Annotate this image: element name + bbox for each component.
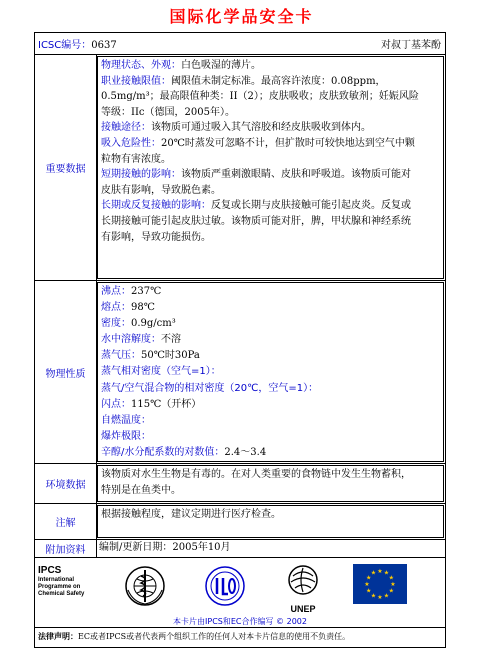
important-data-line xyxy=(101,58,440,74)
physical-property-key: 蒸气压： xyxy=(101,350,141,362)
notes-label: 注解 xyxy=(35,504,97,539)
important-data-value: 阈限值未制定标准。最高容许浓度：0.08ppm， xyxy=(171,75,386,87)
important-data-key: 职业接触限值： xyxy=(101,75,171,87)
important-data-value: 0.5mg/m³；最高限值种类：II（2）；皮肤吸收；皮肤致敏剂；妊娠风险 xyxy=(101,91,419,103)
eu-star-icon: ★ xyxy=(366,574,372,582)
physical-property-key: 密度： xyxy=(101,318,131,330)
eu-star-icon: ★ xyxy=(383,592,390,600)
physical-property-key: 辛醇/水分配系数的对数值： xyxy=(101,446,225,458)
eu-star-icon: ★ xyxy=(364,581,370,588)
physical-property-line xyxy=(101,364,440,380)
icsc-label: ICSC编号： xyxy=(38,40,92,51)
important-data-value: 粒物有害浓度。 xyxy=(101,153,171,165)
legal-row xyxy=(35,628,445,647)
unep-logo-icon xyxy=(281,564,325,604)
physical-property-value: 237℃ xyxy=(131,286,162,297)
important-data-key: 短期接触的影响： xyxy=(101,169,181,181)
physical-property-line xyxy=(101,332,440,348)
important-data-value: 白色吸湿的薄片。 xyxy=(181,60,261,71)
eu-star-icon: ★ xyxy=(388,574,394,582)
ilo-logo-icon xyxy=(203,564,247,608)
environment-line xyxy=(101,467,440,483)
eu-star-icon: ★ xyxy=(370,569,377,577)
important-data-line xyxy=(101,198,440,214)
environment-label: 环境数据 xyxy=(35,464,97,503)
notes-content: 根据接触程度，建议定期进行医疗检查。 xyxy=(97,505,444,538)
important-data-row xyxy=(35,55,445,281)
physical-property-value: 115℃（开杯） xyxy=(131,398,202,410)
card-title: 国际化学品安全卡 xyxy=(169,7,314,26)
eu-star-icon: ★ xyxy=(383,569,390,577)
physical-property-key: 爆炸极限： xyxy=(101,430,151,442)
legal-label: 法律声明： xyxy=(38,632,78,641)
eu-star-icon: ★ xyxy=(377,568,383,575)
physical-property-line xyxy=(101,445,440,461)
additional-info-content: 编制/更新日期：2005年10月 xyxy=(99,542,231,553)
physical-property-key: 熔点： xyxy=(101,302,131,314)
important-data-value: 等级：IIc（德国，2005年）。 xyxy=(101,106,235,118)
important-data-line xyxy=(101,105,440,121)
environment-content xyxy=(97,465,444,502)
physical-properties-label: 物理性质 xyxy=(35,281,97,463)
eu-flag-icon xyxy=(353,564,407,604)
icsc-number: 0637 xyxy=(91,40,117,51)
physical-property-line xyxy=(101,300,440,316)
important-data-line xyxy=(101,214,440,230)
cooperation-caption: 本卡片由IPCS和EC合作编写 © 2002 xyxy=(173,617,307,626)
physical-property-key: 闪点： xyxy=(101,398,131,410)
important-data-line xyxy=(101,167,440,183)
eu-star-icon: ★ xyxy=(377,594,383,601)
physical-property-key: 沸点： xyxy=(101,286,131,297)
important-data-label: 重要数据 xyxy=(35,55,97,280)
important-data-value: 该物质可通过吸入其气溶胶和经皮肤吸收到体内。 xyxy=(151,122,371,134)
important-data-line xyxy=(101,89,440,105)
physical-property-value: 98℃ xyxy=(131,302,155,314)
physical-properties-row xyxy=(35,281,445,464)
physical-property-line xyxy=(101,381,440,397)
important-data-value: 20℃时蒸发可忽略不计，但扩散时可较快地达到空气中颗 xyxy=(161,137,415,149)
important-data-value: 反复或长期与皮肤接触可能引起皮炎。反复或 xyxy=(211,200,411,212)
important-data-key: 物理状态、外观： xyxy=(101,60,181,71)
physical-property-line xyxy=(101,348,440,364)
physical-property-key: 水中溶解度： xyxy=(101,334,161,346)
important-data-line xyxy=(101,152,440,168)
important-data-key: 接触途径： xyxy=(101,122,151,134)
physical-property-value: 0.9g/cm³ xyxy=(131,318,176,330)
legal-text: EC或者IPCS或者代表两个组织工作的任何人对本卡片信息的使用不负责任。 xyxy=(78,632,351,641)
environment-row xyxy=(35,464,445,504)
physical-property-line xyxy=(101,397,440,413)
environment-line xyxy=(101,483,440,499)
physical-property-value: 2.4～3.4 xyxy=(224,446,267,458)
physical-properties-content xyxy=(97,282,444,462)
additional-info-row xyxy=(35,540,445,558)
important-data-content xyxy=(97,56,444,279)
physical-property-line xyxy=(101,413,440,429)
important-data-line xyxy=(101,136,440,152)
important-data-value: 长期接触可能引起皮肤过敏。该物质可能对肝，脾，甲状腺和神经系统 xyxy=(101,215,411,227)
additional-info-label: 附加资料 xyxy=(35,540,97,557)
safety-card xyxy=(34,32,446,648)
important-data-value: 有影响，导致功能损伤。 xyxy=(101,231,211,243)
environment-value: 该物质对水生生物是有毒的。在对人类重要的食物链中发生生物蓄积， xyxy=(101,469,411,480)
physical-property-line xyxy=(101,316,440,332)
header-row xyxy=(35,33,445,55)
important-data-line xyxy=(101,230,440,246)
physical-property-value: 不溶 xyxy=(161,334,181,346)
ipcs-logo: IPCS International Programme on Chemical Safety xyxy=(38,565,85,597)
chemical-name: 对叔丁基苯酚 xyxy=(381,40,441,51)
physical-property-key: 蒸气相对密度（空气=1）： xyxy=(101,366,221,378)
important-data-line xyxy=(101,183,440,199)
eu-star-icon: ★ xyxy=(370,592,377,600)
physical-property-line xyxy=(101,429,440,445)
important-data-value: 皮肤有影响，导致脱色素。 xyxy=(101,184,221,196)
physical-property-value: 50℃时30Pa xyxy=(141,350,200,362)
physical-property-key: 蒸气/空气混合物的相对密度（20℃，空气=1）： xyxy=(101,382,319,394)
important-data-line xyxy=(101,120,440,136)
logos-row xyxy=(35,558,445,628)
eu-star-icon: ★ xyxy=(388,587,394,595)
eu-star-icon: ★ xyxy=(390,581,396,588)
physical-property-key: 自燃温度： xyxy=(101,414,151,426)
physical-property-line xyxy=(101,284,440,300)
eu-star-icon: ★ xyxy=(366,587,372,595)
unep-label: UNEP xyxy=(290,604,316,614)
environment-value: 特别是在鱼类中。 xyxy=(101,484,181,496)
important-data-value: 该物质严重刺激眼睛、皮肤和呼吸道。该物质可能对 xyxy=(181,169,411,181)
important-data-line xyxy=(101,74,440,90)
notes-row xyxy=(35,504,445,540)
important-data-key: 吸入危险性： xyxy=(101,137,161,149)
who-logo-icon xyxy=(123,564,167,608)
important-data-key: 长期或反复接触的影响： xyxy=(101,200,211,212)
